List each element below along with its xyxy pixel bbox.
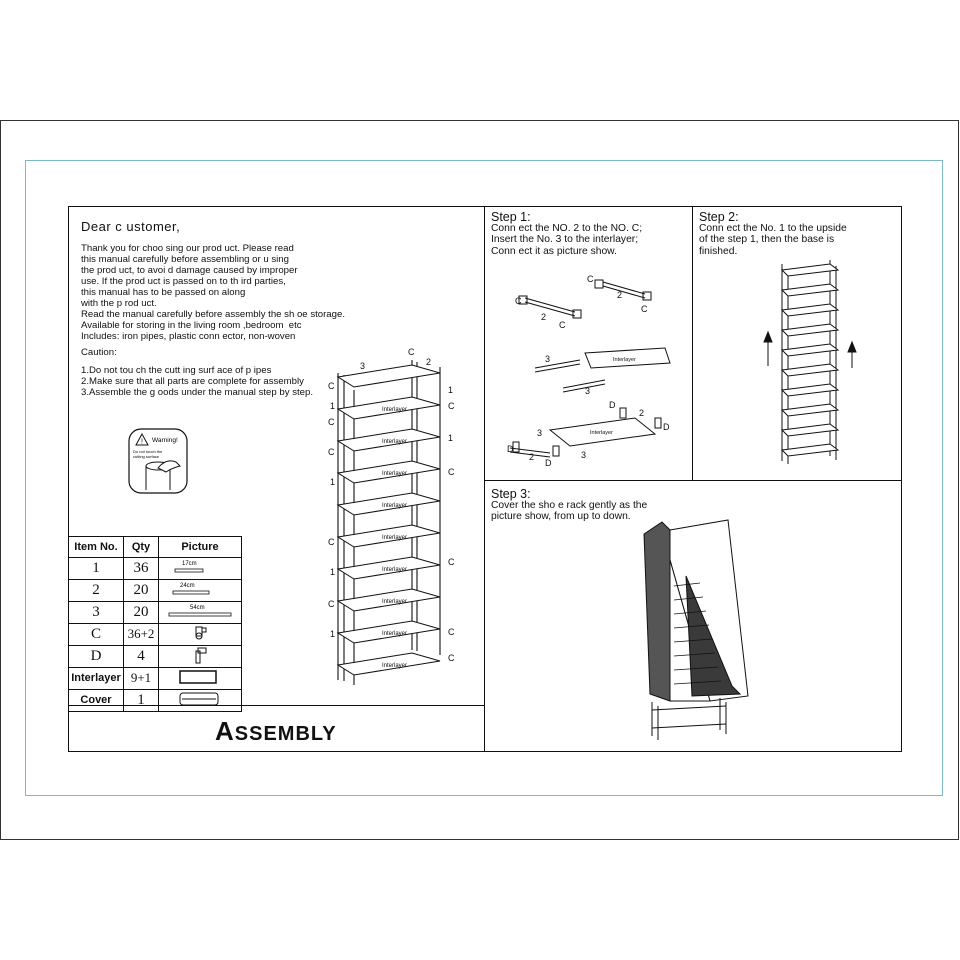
svg-text:D: D — [545, 458, 552, 468]
step3-line: Cover the sho e rack gently as the — [491, 500, 648, 511]
interlayer-label: Interlayer — [382, 503, 408, 509]
table-row — [69, 645, 242, 667]
interlayer-label: Interlayer — [382, 535, 408, 541]
item-cell: Cover — [69, 689, 124, 711]
step3-title: Step 3: — [491, 487, 531, 501]
warning-sticker-icon — [128, 428, 190, 496]
interlayer-label: Interlayer — [382, 407, 408, 413]
svg-text:C: C — [587, 274, 594, 284]
warning-title: Warning! — [152, 437, 178, 444]
item-cell: Interlayer — [69, 667, 124, 689]
assembly-heading: ASSEMBLY — [215, 716, 337, 746]
svg-text:1: 1 — [330, 401, 336, 411]
parts-table — [68, 536, 242, 712]
connector-d-icon — [160, 646, 240, 664]
table-row — [69, 579, 242, 601]
step2-line: Conn ect the No. 1 to the upside — [699, 223, 847, 234]
step3-text — [491, 500, 647, 523]
svg-text:D: D — [663, 422, 670, 432]
qty-cell: 4 — [124, 645, 159, 667]
svg-text:C: C — [328, 417, 335, 427]
interlayer-label: Interlayer — [382, 663, 408, 669]
svg-text:3: 3 — [360, 361, 366, 371]
table-row — [69, 557, 242, 579]
interlayer-label: Interlayer — [382, 631, 408, 637]
svg-text:2: 2 — [426, 357, 432, 367]
column-divider — [484, 206, 485, 752]
picture-cell — [159, 667, 242, 689]
step2-line: finished. — [699, 245, 738, 257]
svg-text:Interlayer: Interlayer — [590, 430, 613, 436]
intro-line: with the p rod uct. — [81, 298, 157, 309]
svg-text:2: 2 — [617, 290, 623, 300]
item-cell: 2 — [69, 579, 124, 601]
item-cell: C — [69, 623, 124, 645]
svg-text:3: 3 — [581, 450, 587, 460]
caution-line: 3.Assemble the g oods under the manual step by step. — [81, 387, 313, 398]
read-paragraph — [81, 309, 345, 342]
svg-text:C: C — [448, 653, 455, 663]
step2-rack-diagram — [752, 256, 862, 472]
table-row — [69, 623, 242, 645]
svg-text:1: 1 — [330, 629, 336, 639]
svg-text:1: 1 — [448, 433, 454, 443]
picture-cell — [159, 601, 242, 623]
picture-cell — [159, 689, 242, 711]
header-item-no: Item No. — [69, 537, 124, 558]
read-line: Available for storing in the living room ,bedroom etc — [81, 320, 302, 331]
svg-text:C: C — [641, 304, 648, 314]
svg-text:C: C — [408, 347, 415, 357]
warning-text: Do not touch the — [133, 449, 163, 454]
picture-cell — [159, 579, 242, 601]
caution-line: 1.Do not tou ch the cutt ing surf ace of p ipes — [81, 365, 272, 376]
picture-cell — [159, 557, 242, 579]
qty-cell: 1 — [124, 689, 159, 711]
picture-cell — [159, 645, 242, 667]
svg-text:D: D — [609, 400, 616, 410]
svg-text:C: C — [328, 381, 335, 391]
pipe-54cm-icon — [160, 602, 240, 620]
qty-cell: 9+1 — [124, 667, 159, 689]
step1-text — [491, 223, 642, 257]
interlayer-label: Interlayer — [382, 567, 408, 573]
header-picture: Picture — [159, 537, 242, 558]
intro-line: use. If the prod uct is passed on to th ird parties, — [81, 276, 286, 287]
step3-line: picture show, from up to down. — [491, 511, 631, 523]
table-row — [69, 667, 242, 689]
svg-text:!: ! — [141, 438, 143, 446]
read-line: Includes: iron pipes, plastic conn ector, non-woven — [81, 331, 296, 342]
step1-line: Conn ect it as picture show. — [491, 245, 617, 257]
interlayer-label: Interlayer — [382, 439, 408, 445]
svg-text:3: 3 — [585, 386, 591, 396]
interlayer-label: Interlayer — [382, 599, 408, 605]
item-cell: 1 — [69, 557, 124, 579]
svg-text:1: 1 — [330, 477, 336, 487]
warning-text: cutting surface — [133, 454, 160, 459]
svg-text:C: C — [328, 447, 335, 457]
picture-cell — [159, 623, 242, 645]
svg-text:C: C — [448, 467, 455, 477]
caution-list — [81, 365, 313, 398]
step2-line: of the step 1, then the base is — [699, 234, 835, 246]
svg-text:D: D — [507, 444, 514, 454]
cover-icon — [160, 690, 240, 708]
svg-text:C: C — [448, 401, 455, 411]
svg-text:1: 1 — [330, 567, 336, 577]
pipe-24cm-icon — [160, 580, 240, 598]
pipe-17cm-icon — [160, 558, 240, 576]
svg-text:C: C — [328, 599, 335, 609]
svg-text:3: 3 — [545, 354, 551, 364]
step1-line: Insert the No. 3 to the interlayer; — [491, 234, 639, 246]
caution-line: 2.Make sure that all parts are complete for assembly — [81, 376, 304, 387]
svg-text:1: 1 — [448, 385, 454, 395]
svg-text:C: C — [559, 320, 566, 330]
svg-text:C: C — [515, 296, 522, 306]
table-row — [69, 689, 242, 711]
step2-text — [699, 223, 847, 257]
interlayer-icon — [160, 668, 240, 686]
svg-text:17cm: 17cm — [182, 560, 197, 567]
intro-line: this manual carefully before assembling or u sing — [81, 254, 289, 265]
table-row — [69, 601, 242, 623]
item-cell: D — [69, 645, 124, 667]
caution-title: Caution: — [81, 347, 117, 358]
step1-line: Conn ect the NO. 2 to the NO. C; — [491, 223, 643, 234]
svg-text:2: 2 — [541, 312, 547, 322]
interlayer-label: Interlayer — [382, 471, 408, 477]
qty-cell: 36 — [124, 557, 159, 579]
svg-text:Interlayer: Interlayer — [613, 357, 636, 363]
header-qty: Qty — [124, 537, 159, 558]
intro-paragraph — [81, 243, 298, 309]
intro-line: the prod uct, to avoi d damage caused by improper — [81, 265, 298, 276]
svg-text:C: C — [328, 537, 335, 547]
greeting-title: Dear c ustomer, — [81, 219, 181, 234]
item-cell: 3 — [69, 601, 124, 623]
qty-cell: 36+2 — [124, 623, 159, 645]
intro-line: Thank you for choo sing our prod uct. Please read — [81, 243, 294, 254]
svg-text:C: C — [448, 557, 455, 567]
step1-title: Step 1: — [491, 210, 531, 224]
qty-cell: 20 — [124, 601, 159, 623]
svg-text:24cm: 24cm — [180, 582, 195, 589]
step1-diagram — [495, 268, 685, 473]
connector-c-icon — [160, 624, 240, 642]
read-line: Read the manual carefully before assembly the sh oe storage. — [81, 309, 345, 320]
rack-assembled-diagram — [320, 345, 470, 690]
svg-text:C: C — [448, 627, 455, 637]
svg-text:2: 2 — [529, 452, 535, 462]
rack-shelf — [338, 365, 440, 387]
table-header-row — [69, 537, 242, 558]
svg-text:3: 3 — [537, 428, 543, 438]
steps-row-divider — [484, 480, 902, 481]
svg-text:2: 2 — [639, 408, 645, 418]
step2-title: Step 2: — [699, 210, 739, 224]
step-divider — [692, 206, 693, 481]
qty-cell: 20 — [124, 579, 159, 601]
svg-text:54cm: 54cm — [190, 604, 205, 611]
intro-line: this manual has to be passed on along — [81, 287, 246, 298]
step3-cover-diagram — [630, 516, 760, 741]
